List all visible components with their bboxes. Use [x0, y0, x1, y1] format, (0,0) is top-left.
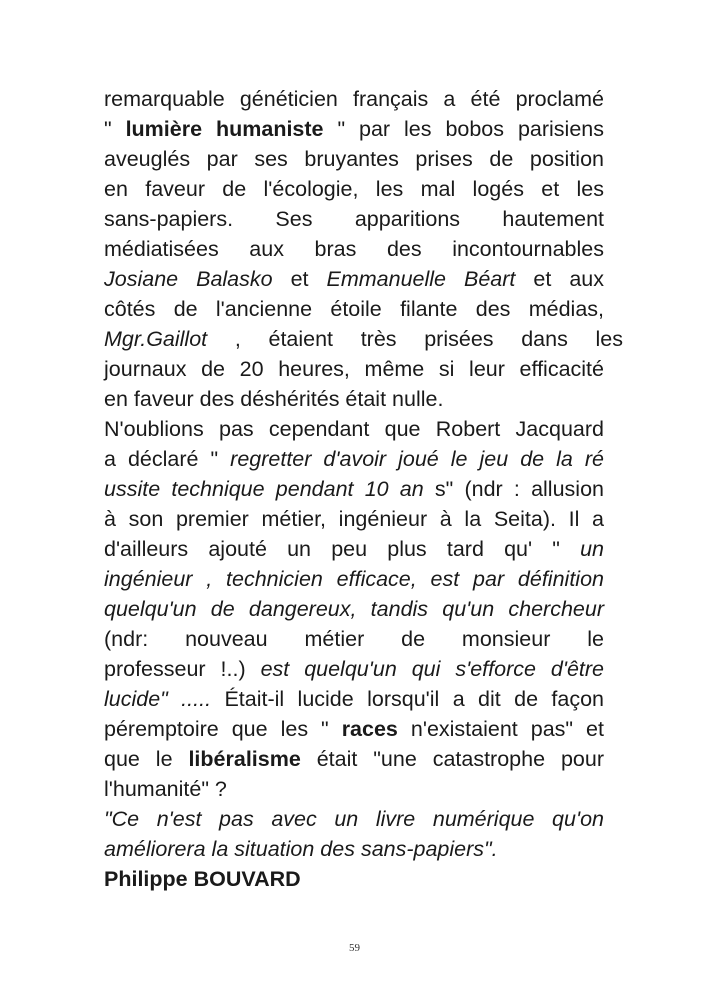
text-line: (ndr: nouveau métier de monsieur le: [104, 627, 604, 651]
text-line: péremptoire que les " races n'existaient pas" et: [104, 717, 604, 741]
italic-quote: ingénieur , technicien efficace, est par définition: [104, 567, 604, 591]
text-line: l'humanité" ?: [104, 777, 227, 801]
bold-word: libéralisme: [188, 747, 301, 771]
text-line: en faveur de l'écologie, les mal logés et les: [104, 177, 604, 201]
italic-quote: regretter d'avoir joué le jeu de la ré: [230, 447, 604, 471]
text-line: aveuglés par ses bruyantes prises de position: [104, 147, 604, 171]
quote-line: améliorera la situation des sans-papiers".: [104, 837, 498, 861]
text-line: à son premier métier, ingénieur à la Seita). Il a: [104, 507, 604, 531]
text-line: ussite technique pendant 10 an s" (ndr : allusion: [104, 477, 604, 501]
text-line: Mgr.Gaillot , étaient très prisées dans les: [104, 327, 623, 351]
italic-quote: ussite technique pendant 10 an: [104, 477, 424, 501]
bold-word: races: [341, 717, 398, 741]
text-line: remarquable généticien français a été proclamé: [104, 87, 604, 111]
text-line: côtés de l'ancienne étoile filante des médias,: [104, 297, 604, 321]
page-number: 59: [349, 942, 360, 954]
text-line: journaux de 20 heures, même si leur efficacité: [104, 357, 604, 381]
text-line: en faveur des déshérités était nulle.: [104, 387, 444, 411]
text-line: que le libéralisme était "une catastrophe pour: [104, 747, 604, 771]
italic-quote: quelqu'un de dangereux, tandis qu'un chercheur: [104, 597, 604, 621]
italic-name: Mgr.Gaillot: [104, 327, 208, 351]
quote-author: Philippe BOUVARD: [104, 867, 301, 891]
text-line: professeur !..) est quelqu'un qui s'efforce d'être: [104, 657, 604, 681]
italic-name: Emmanuelle Béart: [326, 267, 516, 291]
text-line: sans-papiers. Ses apparitions hautement: [104, 207, 604, 231]
text-line: [104, 594, 604, 624]
text-line: " lumière humaniste " par les bobos parisiens: [104, 117, 604, 141]
text-line: d'ailleurs ajouté un peu plus tard qu' " un: [104, 537, 604, 561]
quote-line: "Ce n'est pas avec un livre numérique qu'on: [104, 807, 604, 831]
text-line: lucide" ..... Était-il lucide lorsqu'il a dit de façon: [104, 687, 604, 711]
italic-quote: est quelqu'un qui s'efforce d'être: [260, 657, 604, 681]
text-line: N'oublions pas cependant que Robert Jacquard: [104, 417, 604, 441]
text-line: Josiane Balasko et Emmanuelle Béart et aux: [104, 267, 604, 291]
italic-name: Josiane Balasko: [104, 267, 273, 291]
italic-quote: un: [580, 537, 604, 561]
italic-quote: lucide" .....: [104, 687, 212, 711]
text-line: médiatisées aux bras des incontournables: [104, 237, 604, 261]
text-line: [104, 564, 604, 594]
bold-phrase: lumière humaniste: [125, 117, 324, 141]
text-line: a déclaré " regretter d'avoir joué le jeu de la ré: [104, 447, 604, 471]
